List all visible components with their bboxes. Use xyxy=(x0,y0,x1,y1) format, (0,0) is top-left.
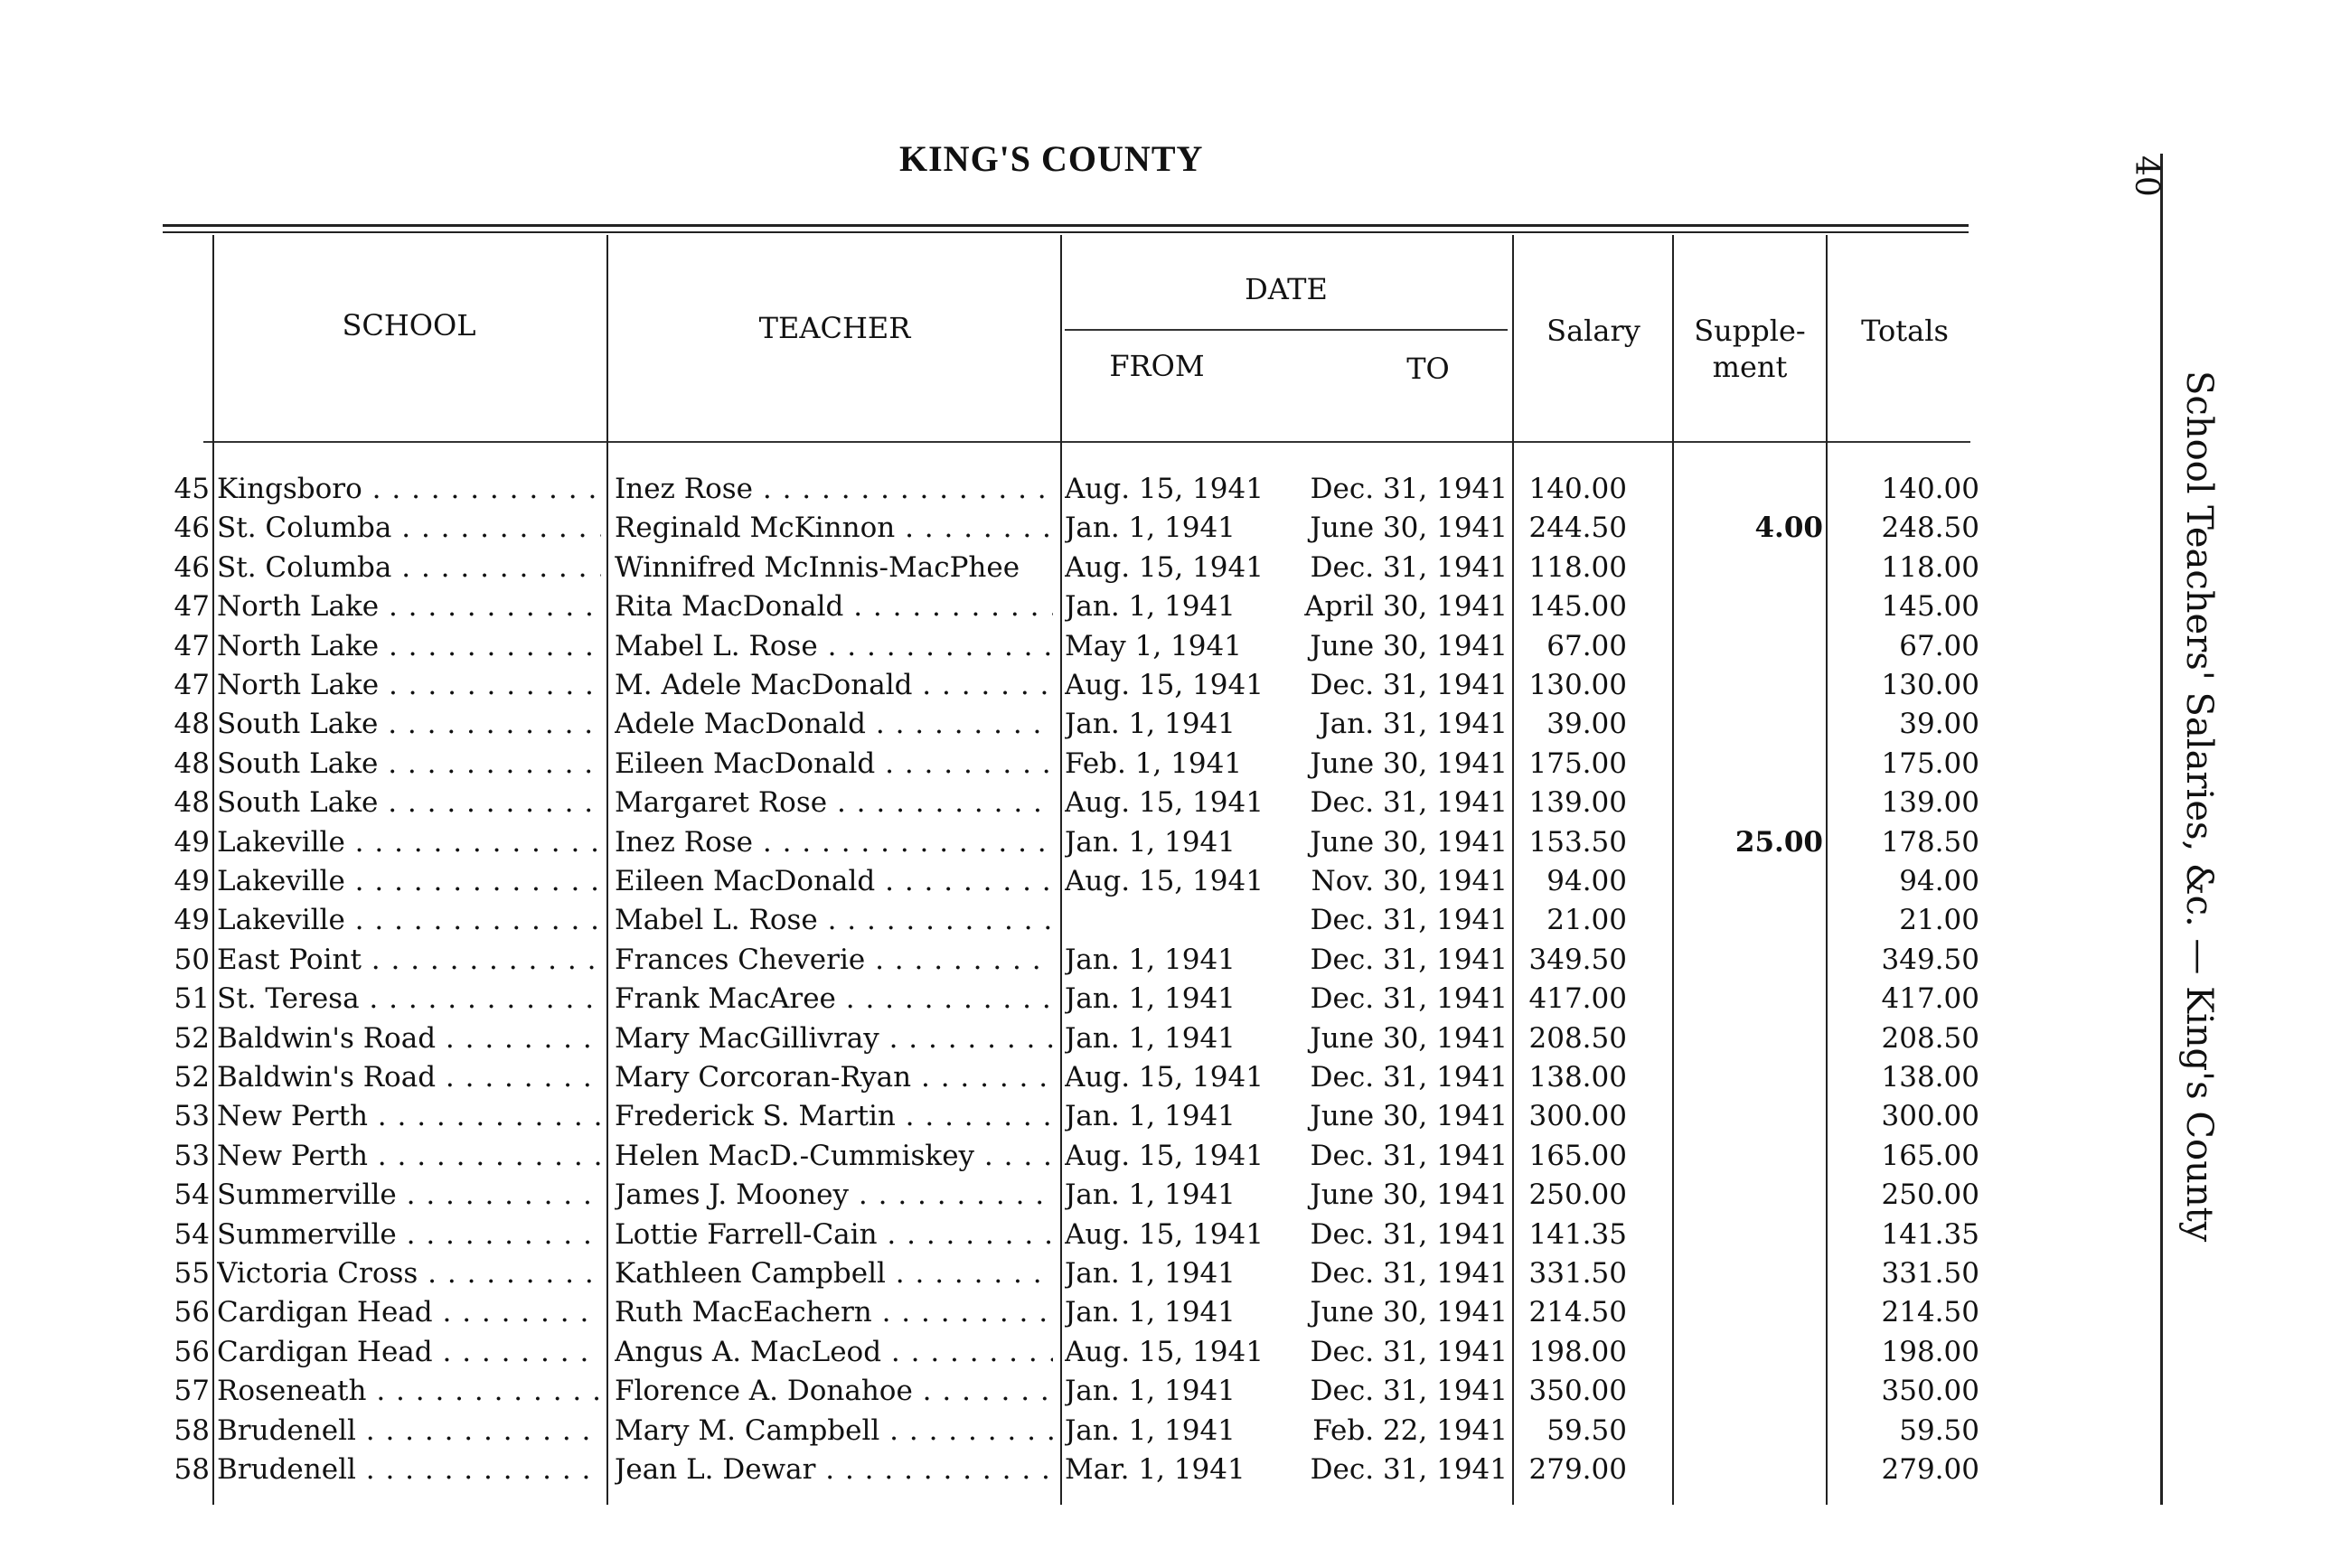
total: 39.00 xyxy=(1899,708,1979,741)
date-from: Jan. 1, 1941 xyxy=(1065,590,1236,624)
total: 248.50 xyxy=(1881,512,1979,545)
total: 59.50 xyxy=(1899,1413,1979,1447)
header-teacher: TEACHER xyxy=(758,311,911,345)
salary: 331.50 xyxy=(1528,1257,1627,1290)
date-to: June 30, 1941 xyxy=(1310,1296,1508,1329)
total: 141.35 xyxy=(1881,1217,1979,1251)
date-to: Dec. 31, 1941 xyxy=(1310,473,1508,505)
table-row xyxy=(0,941,1988,980)
side-rule xyxy=(2160,154,2163,1505)
total: 165.00 xyxy=(1881,1139,1979,1172)
table-row xyxy=(0,1333,1988,1372)
date-from: Jan. 1, 1941 xyxy=(1065,708,1236,741)
date-to: June 30, 1941 xyxy=(1310,746,1508,780)
salary: 39.00 xyxy=(1546,708,1627,741)
date-from: Aug. 15, 1941 xyxy=(1065,473,1264,505)
date-to: Dec. 31, 1941 xyxy=(1310,550,1508,584)
total: 130.00 xyxy=(1881,669,1979,701)
teacher-name: Frank MacAree . . . xyxy=(615,980,1053,1019)
header-salary: Salary xyxy=(1546,314,1640,348)
school-number: 47 xyxy=(174,669,210,701)
school-number: 58 xyxy=(174,1413,210,1447)
school-number: 45 xyxy=(174,473,210,505)
header-school: SCHOOL xyxy=(342,308,476,343)
date-from: Jan. 1, 1941 xyxy=(1065,1375,1236,1408)
header-from: FROM xyxy=(1109,349,1205,383)
table-row xyxy=(0,587,1988,626)
school-number: 49 xyxy=(174,904,210,937)
table-row xyxy=(0,509,1988,548)
school-number: 52 xyxy=(174,1021,210,1055)
date-to: Dec. 31, 1941 xyxy=(1310,982,1508,1016)
date-to: Nov. 30, 1941 xyxy=(1311,865,1508,897)
salary: 138.00 xyxy=(1528,1061,1627,1094)
school-name: Brudenell . . . xyxy=(217,1412,601,1451)
school-name: South Lake . . . xyxy=(217,784,601,822)
teacher-name: Eileen MacDonald . . . xyxy=(615,745,1053,784)
date-from: Jan. 1, 1941 xyxy=(1065,982,1236,1016)
salary: 141.35 xyxy=(1528,1217,1627,1251)
date-from: Jan. 1, 1941 xyxy=(1065,512,1236,545)
total: 140.00 xyxy=(1881,473,1979,505)
header-bottom-rule xyxy=(203,441,1970,443)
total: 350.00 xyxy=(1881,1375,1979,1408)
salary: 175.00 xyxy=(1528,746,1627,780)
date-to: Dec. 31, 1941 xyxy=(1310,669,1508,701)
date-to: April 30, 1941 xyxy=(1304,590,1508,624)
date-to: Dec. 31, 1941 xyxy=(1310,1061,1508,1094)
header-to: TO xyxy=(1406,352,1450,386)
header-totals: Totals xyxy=(1861,314,1949,348)
salary: 198.00 xyxy=(1528,1335,1627,1368)
school-name: East Point . . . xyxy=(217,941,601,980)
table-row xyxy=(0,1254,1988,1293)
teacher-name: Inez Rose . . . xyxy=(615,470,1053,509)
school-number: 53 xyxy=(174,1139,210,1172)
total: 250.00 xyxy=(1881,1178,1979,1212)
school-number: 56 xyxy=(174,1335,210,1368)
school-name: South Lake . . . xyxy=(217,705,601,744)
school-number: 46 xyxy=(174,550,210,584)
teacher-name: Jean L. Dewar . . . xyxy=(615,1451,1053,1489)
table-row xyxy=(0,1216,1988,1254)
salary: 67.00 xyxy=(1546,629,1627,662)
table-row xyxy=(0,745,1988,784)
table-row xyxy=(0,980,1988,1019)
date-to: June 30, 1941 xyxy=(1310,629,1508,662)
total: 67.00 xyxy=(1899,629,1979,662)
date-to: Dec. 31, 1941 xyxy=(1310,1139,1508,1172)
table-row xyxy=(0,666,1988,705)
table-row xyxy=(0,1097,1988,1136)
school-name: New Perth . . . xyxy=(217,1097,601,1136)
school-number: 50 xyxy=(174,943,210,976)
date-from: Aug. 15, 1941 xyxy=(1065,669,1264,701)
school-name: Lakeville . . . xyxy=(217,901,601,940)
date-to: Jan. 31, 1941 xyxy=(1319,708,1508,741)
teacher-name: Helen MacD.-Cummiskey . . . xyxy=(615,1137,1053,1176)
teacher-name: Inez Rose . . . xyxy=(615,823,1053,862)
table-row xyxy=(0,862,1988,901)
date-to: Dec. 31, 1941 xyxy=(1310,1375,1508,1408)
date-to: Dec. 31, 1941 xyxy=(1310,943,1508,976)
table-row xyxy=(0,1019,1988,1058)
table-row xyxy=(0,1451,1988,1489)
date-to: June 30, 1941 xyxy=(1310,825,1508,859)
school-number: 52 xyxy=(174,1061,210,1094)
table-row xyxy=(0,1293,1988,1332)
total: 279.00 xyxy=(1881,1453,1979,1486)
school-number: 54 xyxy=(174,1178,210,1212)
salary: 214.50 xyxy=(1528,1296,1627,1329)
table-row xyxy=(0,901,1988,940)
school-number: 56 xyxy=(174,1296,210,1329)
salary: 153.50 xyxy=(1528,825,1627,859)
table-row xyxy=(0,1137,1988,1176)
header-date: DATE xyxy=(1245,272,1328,306)
salary: 279.00 xyxy=(1528,1453,1627,1486)
table-row xyxy=(0,1412,1988,1451)
teacher-name: Mabel L. Rose . . . xyxy=(615,627,1053,666)
school-name: New Perth . . . xyxy=(217,1137,601,1176)
school-name: North Lake . . . xyxy=(217,666,601,705)
teacher-name: Reginald McKinnon . . . xyxy=(615,509,1053,548)
school-number: 55 xyxy=(174,1257,210,1290)
salary: 250.00 xyxy=(1528,1178,1627,1212)
date-from: Aug. 15, 1941 xyxy=(1065,786,1264,820)
salary: 94.00 xyxy=(1546,865,1627,897)
table-row xyxy=(0,784,1988,822)
salary: 21.00 xyxy=(1546,904,1627,937)
salary: 208.50 xyxy=(1528,1021,1627,1055)
supplement: 25.00 xyxy=(1734,825,1823,859)
school-name: Summerville . . . xyxy=(217,1216,601,1254)
table-row xyxy=(0,1058,1988,1097)
date-from: Jan. 1, 1941 xyxy=(1065,1100,1236,1133)
school-name: Baldwin's Road . . . xyxy=(217,1058,601,1097)
total: 417.00 xyxy=(1881,982,1979,1016)
salary: 349.50 xyxy=(1528,943,1627,976)
teacher-name: Eileen MacDonald . . . xyxy=(615,862,1053,901)
date-from: May 1, 1941 xyxy=(1065,629,1242,662)
salary: 130.00 xyxy=(1528,669,1627,701)
date-from: Jan. 1, 1941 xyxy=(1065,943,1236,976)
school-name: Brudenell . . . xyxy=(217,1451,601,1489)
date-to: Dec. 31, 1941 xyxy=(1310,1453,1508,1486)
teacher-name: Mary MacGillivray . . . xyxy=(615,1019,1053,1058)
date-to: Dec. 31, 1941 xyxy=(1310,1335,1508,1368)
total: 300.00 xyxy=(1881,1100,1979,1133)
teacher-name: Kathleen Campbell . . . xyxy=(615,1254,1053,1293)
total: 349.50 xyxy=(1881,943,1979,976)
school-name: St. Teresa . . . xyxy=(217,980,601,1019)
school-name: St. Columba . . . xyxy=(217,509,601,548)
table-row xyxy=(0,1372,1988,1411)
teacher-name: Margaret Rose . . . xyxy=(615,784,1053,822)
date-underline xyxy=(1065,329,1508,331)
date-from: Aug. 15, 1941 xyxy=(1065,1217,1264,1251)
date-to: June 30, 1941 xyxy=(1310,1178,1508,1212)
total: 331.50 xyxy=(1881,1257,1979,1290)
teacher-name: Winnifred McInnis-MacPhee xyxy=(615,550,1020,584)
school-name: South Lake . . . xyxy=(217,745,601,784)
date-from: Aug. 15, 1941 xyxy=(1065,1139,1264,1172)
salary: 300.00 xyxy=(1528,1100,1627,1133)
school-number: 54 xyxy=(174,1217,210,1251)
school-name: North Lake . . . xyxy=(217,587,601,626)
teacher-name: Florence A. Donahoe . . . xyxy=(615,1372,1053,1411)
salary: 244.50 xyxy=(1528,512,1627,545)
school-number: 48 xyxy=(174,786,210,820)
date-from: Jan. 1, 1941 xyxy=(1065,1021,1236,1055)
top-rule xyxy=(163,224,1969,227)
school-number: 53 xyxy=(174,1100,210,1133)
total: 208.50 xyxy=(1881,1021,1979,1055)
school-number: 47 xyxy=(174,629,210,662)
running-title: School Teachers' Salaries, &c. — King's County xyxy=(2178,371,2220,1243)
page-number: 40 xyxy=(2128,155,2165,197)
teacher-name: Rita MacDonald . . . xyxy=(615,587,1053,626)
date-to: Dec. 31, 1941 xyxy=(1310,1217,1508,1251)
school-name: Lakeville . . . xyxy=(217,862,601,901)
header-supplement-line2: ment xyxy=(1712,350,1788,384)
table-row xyxy=(0,549,1988,587)
school-name: Lakeville . . . xyxy=(217,823,601,862)
table-row xyxy=(0,705,1988,744)
teacher-name: Mabel L. Rose . . . xyxy=(615,901,1053,940)
table-row xyxy=(0,823,1988,862)
total: 145.00 xyxy=(1881,590,1979,624)
salary: 350.00 xyxy=(1528,1375,1627,1408)
date-to: June 30, 1941 xyxy=(1310,1100,1508,1133)
total: 94.00 xyxy=(1899,865,1979,897)
date-from: Jan. 1, 1941 xyxy=(1065,1413,1236,1447)
date-from: Feb. 1, 1941 xyxy=(1065,746,1243,780)
teacher-name: Mary M. Campbell . . . xyxy=(615,1412,1053,1451)
teacher-name: M. Adele MacDonald . . . xyxy=(615,666,1053,705)
date-from: Aug. 15, 1941 xyxy=(1065,1061,1264,1094)
school-number: 51 xyxy=(174,982,210,1016)
school-name: Cardigan Head . . . xyxy=(217,1333,601,1372)
salary: 145.00 xyxy=(1528,590,1627,624)
school-number: 58 xyxy=(174,1453,210,1486)
total: 175.00 xyxy=(1881,746,1979,780)
teacher-name: Angus A. MacLeod . . . xyxy=(615,1333,1053,1372)
date-from: Jan. 1, 1941 xyxy=(1065,1296,1236,1329)
table-row xyxy=(0,627,1988,666)
school-name: Summerville . . . xyxy=(217,1176,601,1215)
school-name: Cardigan Head . . . xyxy=(217,1293,601,1332)
date-to: Dec. 31, 1941 xyxy=(1310,1257,1508,1290)
teacher-name: Adele MacDonald . . . xyxy=(615,705,1053,744)
school-name: Kingsboro . . . xyxy=(217,470,601,509)
teacher-name: James J. Mooney . . . xyxy=(615,1176,1053,1215)
date-to: Dec. 31, 1941 xyxy=(1310,904,1508,937)
date-from: Jan. 1, 1941 xyxy=(1065,825,1236,859)
school-number: 46 xyxy=(174,512,210,545)
total: 118.00 xyxy=(1881,550,1979,584)
header-supplement-line1: Supple- xyxy=(1694,314,1806,348)
salary: 59.50 xyxy=(1546,1413,1627,1447)
date-from: Aug. 15, 1941 xyxy=(1065,550,1264,584)
school-number: 48 xyxy=(174,746,210,780)
salary: 165.00 xyxy=(1528,1139,1627,1172)
school-number: 48 xyxy=(174,708,210,741)
total: 21.00 xyxy=(1899,904,1979,937)
teacher-name: Lottie Farrell-Cain . . . xyxy=(615,1216,1053,1254)
school-name: Baldwin's Road . . . xyxy=(217,1019,601,1058)
header-supplement xyxy=(1677,313,1823,385)
school-name: Roseneath . . . xyxy=(217,1372,601,1411)
teacher-name: Mary Corcoran-Ryan . . . xyxy=(615,1058,1053,1097)
total: 198.00 xyxy=(1881,1335,1979,1368)
date-from: Mar. 1, 1941 xyxy=(1065,1453,1246,1486)
school-number: 47 xyxy=(174,590,210,624)
teacher-name: Ruth MacEachern . . . xyxy=(615,1293,1053,1332)
date-from: Jan. 1, 1941 xyxy=(1065,1178,1236,1212)
teacher-name: Frances Cheverie . . . xyxy=(615,941,1053,980)
supplement: 4.00 xyxy=(1754,512,1823,545)
total: 214.50 xyxy=(1881,1296,1979,1329)
total: 178.50 xyxy=(1881,825,1979,859)
salary: 139.00 xyxy=(1528,786,1627,820)
date-from: Aug. 15, 1941 xyxy=(1065,865,1264,897)
school-number: 49 xyxy=(174,865,210,897)
page-title: KING'S COUNTY xyxy=(899,138,1204,179)
date-to: June 30, 1941 xyxy=(1310,1021,1508,1055)
top-rule-second xyxy=(163,231,1969,233)
date-from: Aug. 15, 1941 xyxy=(1065,1335,1264,1368)
salary: 140.00 xyxy=(1528,473,1627,505)
teacher-name: Frederick S. Martin . . . xyxy=(615,1097,1053,1136)
date-from: Jan. 1, 1941 xyxy=(1065,1257,1236,1290)
date-to: June 30, 1941 xyxy=(1310,512,1508,545)
table-row xyxy=(0,470,1988,509)
school-name: St. Columba . . . xyxy=(217,549,601,587)
salary: 417.00 xyxy=(1528,982,1627,1016)
school-number: 57 xyxy=(174,1375,210,1408)
salary: 118.00 xyxy=(1528,550,1627,584)
school-number: 49 xyxy=(174,825,210,859)
school-name: Victoria Cross . . . xyxy=(217,1254,601,1293)
total: 138.00 xyxy=(1881,1061,1979,1094)
school-name: North Lake . . . xyxy=(217,627,601,666)
date-to: Feb. 22, 1941 xyxy=(1312,1413,1508,1447)
total: 139.00 xyxy=(1881,786,1979,820)
table-row xyxy=(0,1176,1988,1215)
date-to: Dec. 31, 1941 xyxy=(1310,786,1508,820)
